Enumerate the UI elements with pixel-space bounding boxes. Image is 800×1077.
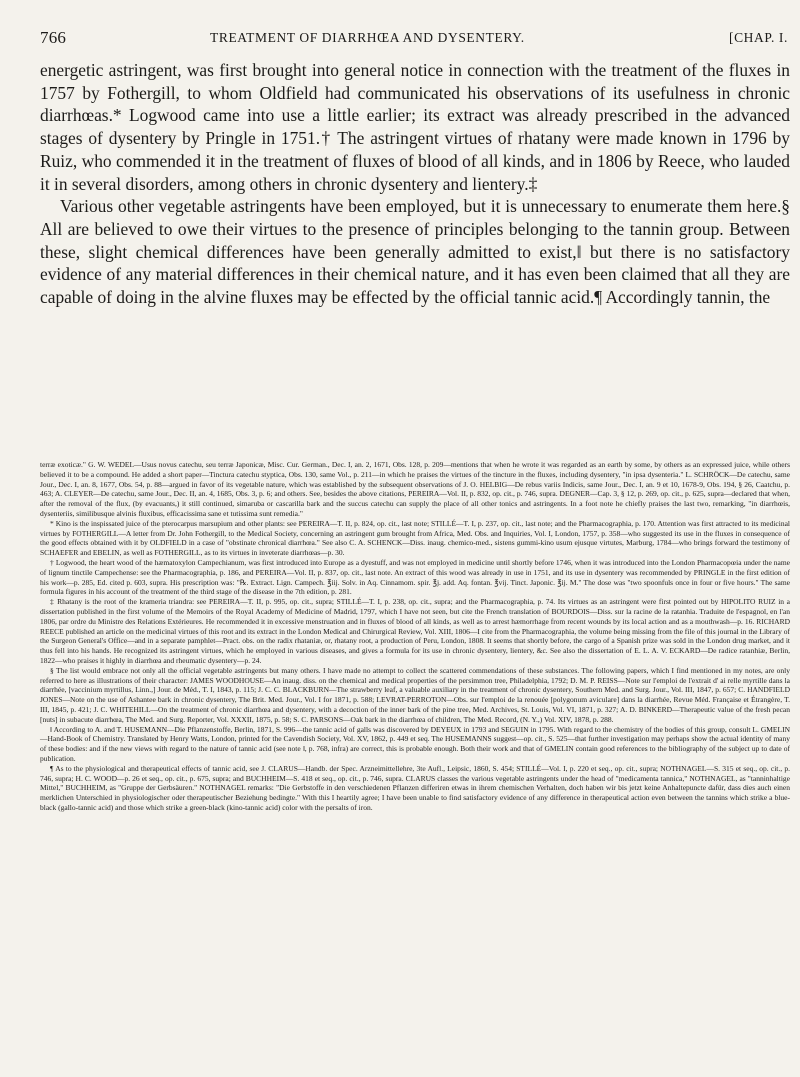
footnote-tannic-chemistry: ‖ According to A. and T. HUSEMANN—Die Pflanzenstoffe, Berlin, 1871, S. 996—the tannic acid of galls was discovered by DEYEUX in 1793 and SEGUIN in 1795. With regard to the chemistry of the bodies of this group, consult L. GMELIN—Hand-Book of Chemistry. Translated by Henry Watts, London, printed for the Cavendish Society, Vol. XV, 1862, p. 449 et seq. The HUSEMANNS suggest—op. cit., S. 525—that further investigation may perhaps show the actual identity of many of these bodies: and if the new views with regard to the nature of tannic acid (see note ‖, p. 768, infra) are correct, this is probable enough. Both their work and that of GMELIN contain good references to the bibliography of the subject up to date of publication. xyxy=(40,724,790,763)
main-text xyxy=(40,59,790,309)
footnote-continuation: terræ exoticæ." G. W. WEDEL—Usus novus catechu, seu terræ Japonicæ, Misc. Cur. German., Dec. I, an. 2, 1671, Obs. 128, p. 209—mentions that when he wrote it was regarded as an earth by some, by others as an expressed juice, while others believed it to be a compound. He added a short paper—Tinctura catechu styptica, Obs. 130, same Vol., p. 211—in which he praises the virtues of the tincture in the fluxes, including dysentery, "in ipsa dysenteria." L. SCHRÖCK—De catechu, same Jour., Dec. I, an. 8, 1677, Obs. 54, p. 88—argued in favor of its vegetable nature, which was established by the subsequent observations of J. O. HELBIG—De rebus variis Indicis, same Jour., Dec. I, an. 9 et 10, 1678-9, Obs. 194, § 26, Caatchu, p. 463; A. CLEYER—De catechu, same Jour., Dec. II, an. 4, 1685, Obs. 3, p. 6; and others. See, besides the above citations, PEREIRA—Vol. II, p. 832, op. cit., p. 746, supra. DEGNER—Cap. 3, § 12, p. 269, op. cit., p. 625, supra—declared that when, after the removal of the flux, (by evacuants,) it still continued, simaruba or cascarilla bark and the succus catechu can supply the place of all other tonics and astringents. In a foot note he chiefly praises the last two, remarking, "in diarrhœis, dysenteriis, similibusque alvinis fluxibus, efficacissima sane et tutissima sunt remedia." xyxy=(40,460,790,518)
footnote-kino: * Kino is the inspissated juice of the pterocarpus marsupium and other plants: see PEREIRA—T. II, p. 824, op. cit., last note; STILLÉ—T. I, p. 237, op. cit., last note; and the Pharmacographia, p. 170. Attention was first attracted to its medicinal virtues by FOTHERGILL—A letter from Dr. John Fothergill, to the Medical Society, concerning an astringent gum brought from Africa, Med. Obs. and Inquiries, Vol. I, London, 1757, p. 358—who suggested its use in the fluxes in consequence of the good effects obtained with it by OLDFIELD in a case of "obstinate chronical diarrhœa." See also C. A. SCHENCK—Diss. inaug. chemico-med., sistens gummi-kino usum ejusque virtutes, Marburg, 1784—who brings forward the testimony of SCHAEFER and EBELIN, as well as FOTHERGILL, as to its virtues in inveterate diarrhœas—p. 30. xyxy=(40,518,790,558)
body-paragraph: energetic astringent, was first brought into general notice in connection with the treatment of the fluxes in 1757 by Fothergill, to whom Oldfield had communicated his observations of its usefulness in chronic diarrhœas.* Logwood came into use a little earlier; its extract was already prescribed in the advanced stages of dysentery by Pringle in 1751.† The astringent virtues of rhatany were made known in 1796 by Ruiz, who commended it in the treatment of fluxes of blood of all kinds, and in 1806 by Reece, who lauded it in several disorders, among others in chronic dysentery and lientery.‡ xyxy=(40,60,790,194)
footnote-logwood: † Logwood, the heart wood of the hæmatoxylon Campechianum, was first introduced into Europe as a dyestuff, and was not employed in medicine until shortly before 1746, when it was introduced into the London Pharmacopœia under the name of lignum tinctile Campechense: see the Pharmacographia, p. 186, and PEREIRA—Vol. II, p. 837, op. cit., last note. An extract of this wood was already in use in 1751, and its use in dysentery was recommended by PRINGLE in the first edition of his work—p. 285, Ed. cited p. 603, supra. His prescription was: "℞. Extract. Lign. Campech. ℥iij. Solv. in Aq. Cinnamom. spir. ℥j. add. Aq. fontan. ℥vij. Tinct. Japonic. ℥ij. M." The dose was "two spoonfuls once in four or five hours." The same formula figures in his account of the treatment of the third stage of the disease in the 7th edition, p. 281. xyxy=(40,557,790,597)
page-number: 766 xyxy=(40,28,67,47)
running-header xyxy=(40,28,790,50)
chapter-label: [CHAP. I. xyxy=(728,30,788,45)
footnote-other-astringents: § The list would embrace not only all the official vegetable astringents but many others. I have made no attempt to collect the scattered commendations of these substances. The following papers, which I find mentioned in my notes, are only referred to here as illustrations of their character: JAMES WOODHOUSE—An inaug. diss. on the chemical and medical properties of the persimmon tree, Philadelphia, 1792; D. M. P. REISS—Note sur l'emploi de l'extrait d' ai relle myrtille dans la diarrhée, [vaccinium myrtillus, Linn.,] Jour. de Méd., T. I, 1843, p. 115; J. C. C. BLACKBURN—The strawberry leaf, a valuable auxiliary in the treatment of chronic dysentery, Southern Med. and Surg. Jour., Vol. III, 1847, p. 657; C. HANDFIELD JONES—Note on the use of Ashantee bark in chronic dysentery, The Brit. Med. Jour., Vol. I for 1871, p. 588; LEVRAT-PERROTON—Obs. sur l'emploi de la renouée [polygonum aviculare] dans la diarrhée, Revue Méd. Française et Étrangère, T. III, 1845, p. 421; J. C. WHITEHILL—On the treatment of chronic diarrhœa and dysentery, with a decoction of the inner bark of the pine tree, Med. Archives, St. Louis, Vol. VI, 1871, p. 327; A. D. BINKERD—Therapeutic value of the fresh pecan [nuts] in subacute diarrhœa, The Med. and Surg. Reporter, Vol. XXXII, 1875, p. 58; S. C. PARSONS—Oak bark in the diarrhœa of children, The Med. Record, (N. Y.,) Vol. XIV, 1878, p. 288. xyxy=(40,665,790,724)
book-page xyxy=(40,0,790,1077)
footnote-rhatany: ‡ Rhatany is the root of the krameria triandra: see PEREIRA—T. II, p. 995, op. cit., supra; STILLÉ—T. I, p. 238, op. cit., supra; and the Pharmacographia, p. 74. Its virtues as an astringent were first pointed out by HIPOLITO RUIZ in a dissertation published in the first volume of the Memoirs of the Royal Academy of Medicine of Madrid, 1797, which I have not seen, but cite the French translation of BOURDOIS—Diss. sur la racine de la ratanhia. Traduite de l'espagnol, en l'an 1806, par ordre du Ministre des Relations Extérieures. He recommended it in excessive menstruation and in fluxes of blood of all kinds, as well as to arrest hæmorrhage from recent wounds by its local action and as a mouthwash—p. 16. RICHARD REECE published an article on the medicinal virtues of this root and its extract in the London Medical and Chirurgical Review, Vol. XIII, 1806—I cite from the Pharmacographia, the volume being missing from the file of this journal in the Library of the Surgeon General's Office—and in a separate pamphlet—Pract. obs. on the radix rhataniæ, or, rhatany root, a production of Peru, London, 1808. It seems that shortly before, the cargo of a Spanish prize was sold in the London drug market, and it thus fell into his hands. He recognized its astringent virtues, which he employed in various diseases, and gives a formula for its use in chronic dysentery, lientery, &c. See also the dissertation of E. L. A. V. ECKARD—De radice ratanhiæ, Berlin, 1822—who praises it highly in diarrhœa and rheumatic dysentery—p. 24. xyxy=(40,597,790,665)
footnote-tannic-effects: ¶ As to the physiological and therapeutical effects of tannic acid, see J. CLARUS—Handb. der Spec. Arzneimittellehre, 3te Aufl., Leipsic, 1860, S. 454; STILLÉ—Vol. I, p. 220 et seq., op. cit., supra; NOTHNAGEL—S. 315 et seq., op. cit., p. 746, supra; H. C. WOOD—p. 26 et seq., op. cit., p. 675, supra; and BUCHHEIM—S. 418 et seq., op. cit., p. 746, supra. CLARUS classes the various vegetable astringents under the head of "medicamenta tannica," NOTHNAGEL, as "tanninhaltige Mittel," BUCHHEIM, as "Gruppe der Gerbsäuren." NOTHNAGEL remarks: "Die Gerbstoffe in den verschiedenen Pflanzen differiren etwas in ihrem chemischen Verhalten, doch haben wir bis jetzt keine Anhaltepuncte dafür, dass dies auch einen merklichen Unterschied in physiologischer oder therapeutischer Beziehung bedingte." With this I heartily agree; I have been unable to find satisfactory evidence of any difference in therapeutical action even between the tannins which strike a blue-black (gallo-tannic acid) and those which strike a green-black (kino-tannic acid) color with the persalts of iron. xyxy=(40,763,790,812)
body-paragraph: Various other vegetable astringents have been employed, but it is unnecessary to enumerate them here.§ All are believed to owe their virtues to the presence of principles belonging to the tannin group. Between these, slight chemical differences have been generally admitted to exist,‖ but there is no satisfactory evidence of any material differences in their chemical nature, and it has even been claimed that all they are capable of doing in the alvine fluxes may be effected by the official tannic acid.¶ Accordingly tannin, the xyxy=(40,196,790,308)
footnotes xyxy=(40,460,790,813)
running-title: TREATMENT OF DIARRHŒA AND DYSENTERY. xyxy=(210,30,525,45)
